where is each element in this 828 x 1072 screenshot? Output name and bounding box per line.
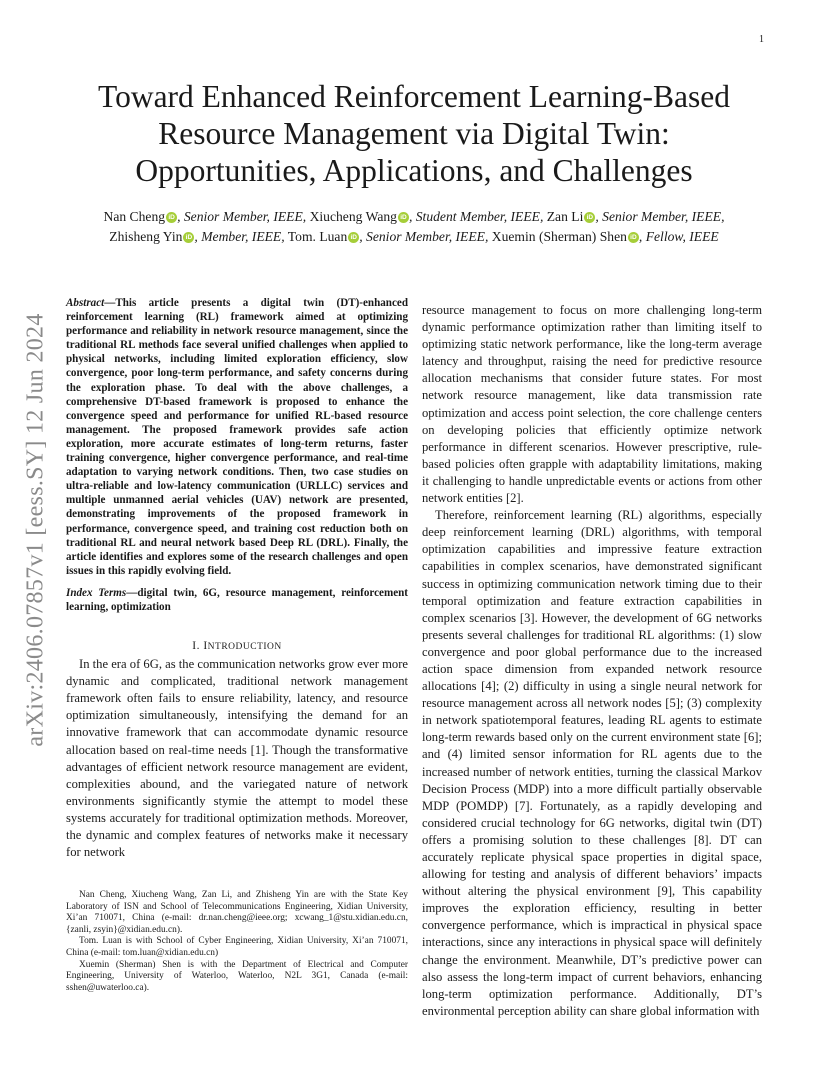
abstract — [66, 296, 408, 578]
section-heading: I. INTRODUCTION — [192, 640, 282, 653]
footnote-affiliation-1: Nan Cheng, Xiucheng Wang, Zan Li, and Zhisheng Yin are with the State Key Laboratory of ISN and School of Telecommunications Engineering, Xidian University, Xi’an 710071, China (e-mail: dr.nan.cheng@ieee.org; xcwang_1@stu.xidian.edu.cn, {zanli, zsyin}@xidian.edu.cn). — [66, 890, 408, 935]
orcid-icon[interactable]: iD — [398, 212, 409, 223]
abstract-text: —This article presents a digital twin (DT)-enhanced reinforcement learning (RL) framework aimed at optimizing performance and reliability in network resource management, since the traditional RL methods face several unified challenges when applied to physical networks, including limited exploration efficiency, slow convergence, poor long-term performance, and safety concerns during the exploration phase. To deal with the above challenges, a comprehensive DT-based framework is proposed to enhance the convergence speed and performance for unified RL-based resource management. The proposed framework provides safe action exploration, more accurate estimates of long-term returns, faster training convergence, higher convergence performance, and real-time adaptation to varying network conditions. Then, two case studies on ultra-reliable and low-latency communication (URLLC) services and multiple unmanned aerial vehicles (UAV) network are presented, demonstrating improvements of the proposed framework in performance, convergence speed, and training cost reduction both on traditional RL and neural network based Deep RL (DRL). Finally, the article identifies and explores some of the research challenges and open issues in this rapidly evolving field. — [66, 297, 408, 577]
right-column — [422, 302, 762, 1020]
footnote-affiliation-3: Xuemin (Sherman) Shen is with the Department of Electrical and Computer Engineering, University of Waterloo, Waterloo, N2L 3G1, Canada (e-mail: sshen@uwaterloo.ca). — [66, 959, 408, 993]
author-name: Xiucheng Wang — [306, 209, 397, 224]
title-line-2: Resource Management via Digital Twin: — [158, 116, 670, 151]
paper-title — [64, 78, 764, 189]
orcid-icon[interactable]: iD — [183, 232, 194, 243]
index-terms-label: Index Terms — [66, 586, 127, 599]
title-line-1: Toward Enhanced Reinforcement Learning-Based — [98, 79, 730, 114]
author-role: , Fellow, IEEE — [638, 229, 719, 244]
author-role: , Member, IEEE, — [194, 229, 285, 244]
intro-paragraph: In the era of 6G, as the communication networks grow ever more dynamic and complicated, traditional network management framework often fails to ensure reliability, latency, and resource optimization simultaneously, intensifying the demand for an innovative framework that can accommodate dynamic resource allocation based on real-time needs [1]. Though the transformative advantages of efficient network resource management are evident, complexities abound, and the variegated nature of network environments significantly stymie the attempt to model these systems accurately for traditional optimization methods. Moreover, the dynamic and complex features of networks make it necessary for network — [66, 657, 408, 860]
body-paragraph: resource management to focus on more challenging long-term dynamic performance optimization rather than limiting itself to optimizing static network performance, like the long-term average latency and throughput, raising the need for predictive resource allocation mechanisms that consider future states. For most network resource management, like data transmission rate optimization and access point selection, the core challenge centers on developing policies that efficiently optimize network performance in different scenarios. However prescriptive, rule-based policies often grapple with adaptability limitations, making it challenging to handle unpredictable events or actions from other network entities [2]. — [422, 303, 762, 506]
author-name: Zhisheng Yin — [109, 229, 183, 244]
orcid-icon[interactable]: iD — [584, 212, 595, 223]
index-terms — [66, 586, 408, 614]
title-line-3: Opportunities, Applications, and Challenges — [135, 153, 693, 188]
footnote-affiliation-2: Tom. Luan is with School of Cyber Engineering, Xidian University, Xi’an 710071, China (e-mail: tom.luan@xidian.edu.cn) — [66, 936, 408, 958]
arxiv-identifier: arXiv:2406.07857v1 [eess.SY] 12 Jun 2024 — [22, 313, 49, 747]
left-column — [66, 296, 408, 861]
author-line-1 — [64, 207, 764, 227]
orcid-icon[interactable]: iD — [348, 232, 359, 243]
author-name: Xuemin (Sherman) Shen — [488, 229, 627, 244]
author-role: , Senior Member, IEEE, — [359, 229, 489, 244]
orcid-icon[interactable]: iD — [628, 232, 639, 243]
footnotes — [66, 890, 408, 994]
arxiv-stamp — [18, 280, 54, 780]
author-name: Zan Li — [543, 209, 584, 224]
author-role: , Senior Member, IEEE, — [177, 209, 307, 224]
author-role: , Student Member, IEEE, — [408, 209, 544, 224]
body-paragraph: Therefore, reinforcement learning (RL) algorithms, especially deep reinforcement learning (DRL) algorithms, with temporal optimization capabilities and impressive feature extraction capabilities in complex scenarios, have demonstrated significant success in optimizing communication network timing due to their temporal optimization and feature extraction capabilities in complex scenarios [3]. However, the development of 6G networks presents several challenges for traditional RL algorithms: (1) slow convergence and poor global performance due to the increased action space dimension from expanded network resource allocations [4]; (2) difficulty in using a single neural network for resource management across all network nodes [5]; (3) complexity in network spatiotemporal features, leading RL agents to estimate long-term rewards based only on the current environment state [6]; and (4) limited sensor information for RL agents due to the increased number of network entities, turning the classical Markov Decision Process (MDP) into a more difficult partially observable MDP (POMDP) [7]. Fortunately, as a rapidly developing and considered crucial technology for 6G networks, digital twin (DT) offers a promising solution to these challenges [8]. DT can accurately replicate physical space properties in digital space, allowing for testing and analysis of different behaviors’ impacts without altering the physical environment [9], This capability improves the exploration efficiency, resulting in better convergence performance, which is impractical in physical space interactions, since any interactions in physical space will definitely change the environment. Meanwhile, DT’s predictive power can also assess the long-term impact of current behaviors, enhancing long-term optimization performance. Additionally, DT’s environmental perception ability can share global information with — [422, 508, 762, 1018]
author-line-2 — [64, 227, 764, 247]
author-list — [64, 207, 764, 247]
author-name: Tom. Luan — [284, 229, 348, 244]
page-number: 1 — [759, 34, 764, 45]
abstract-label: Abstract — [66, 297, 105, 309]
author-role: , Senior Member, IEEE, — [595, 209, 725, 224]
orcid-icon[interactable]: iD — [166, 212, 177, 223]
index-terms-text: —digital twin, 6G, resource management, reinforcement learning, optimization — [66, 586, 408, 613]
author-name: Nan Cheng — [103, 209, 166, 224]
